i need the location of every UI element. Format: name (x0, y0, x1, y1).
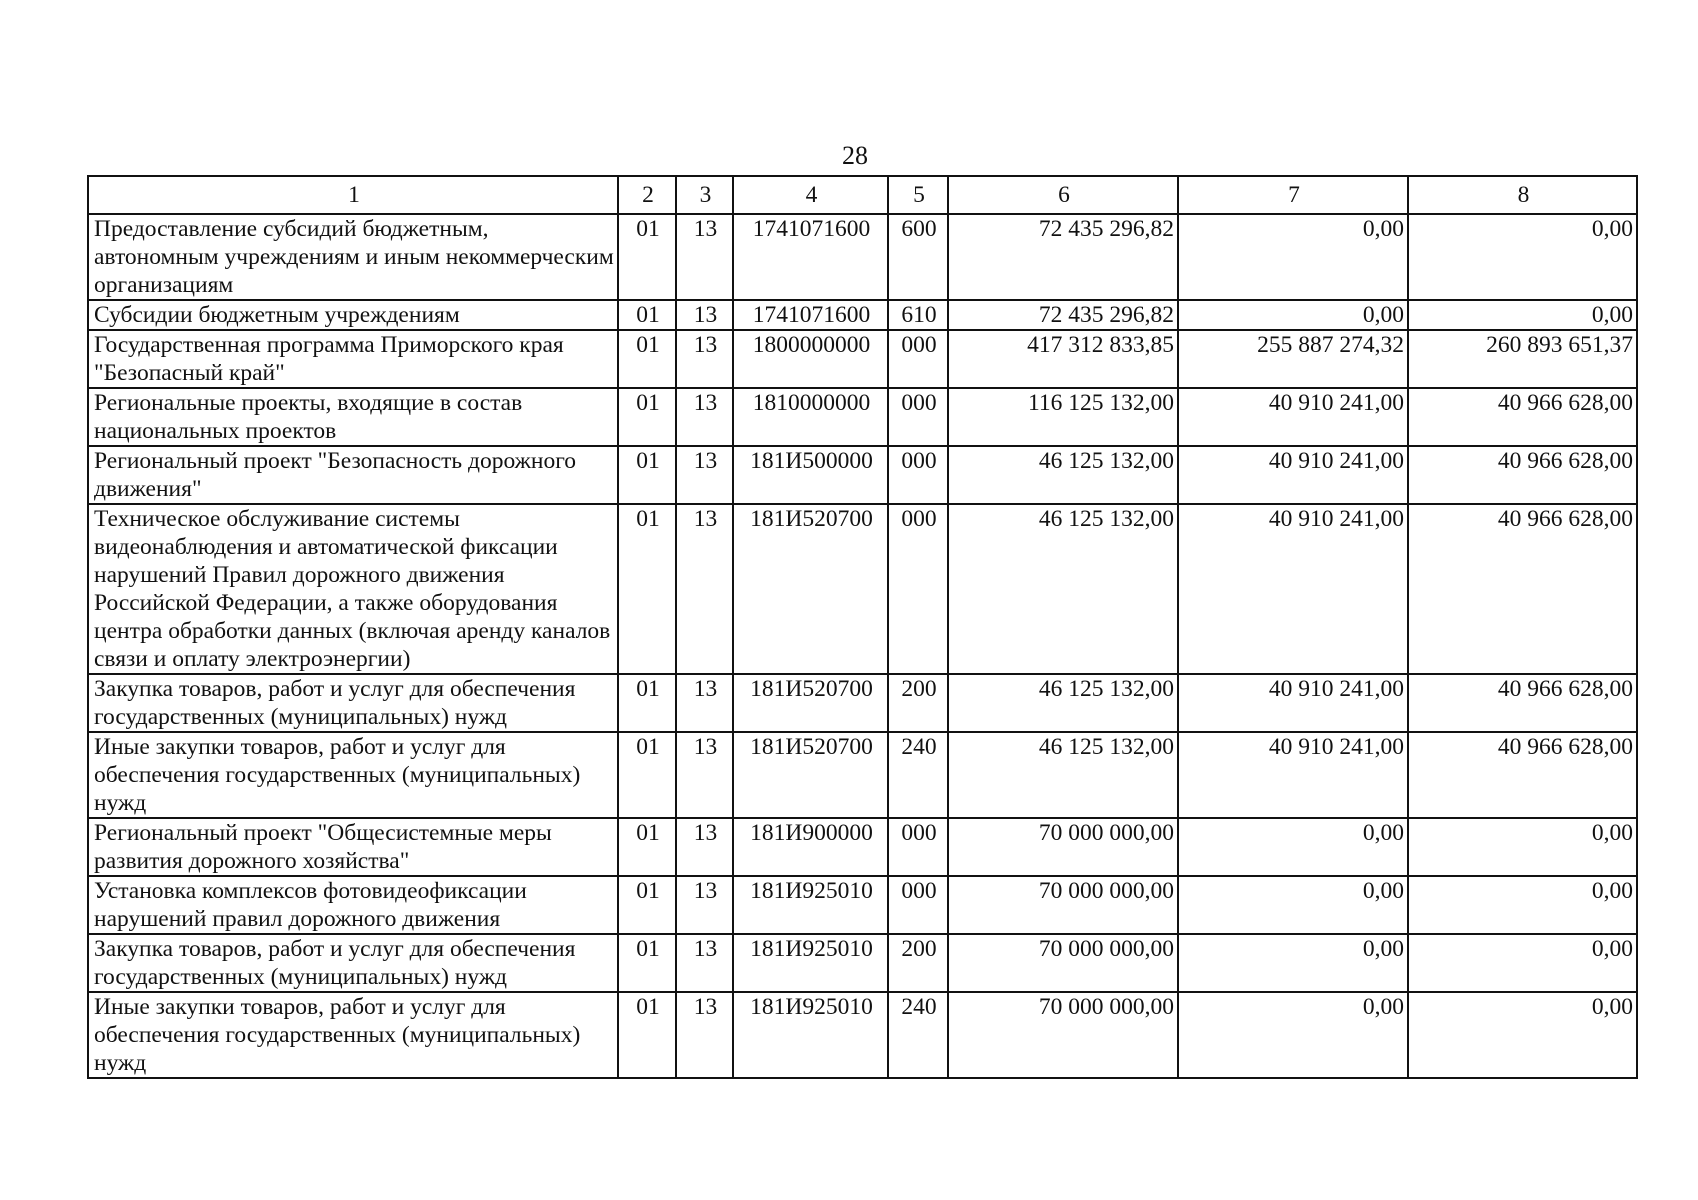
row-amount-col6: 46 125 132,00 (948, 674, 1178, 732)
row-target-article-code: 1741071600 (733, 300, 888, 330)
row-target-article-code: 181И925010 (733, 992, 888, 1078)
row-name: Субсидии бюджетным учреждениям (88, 300, 618, 330)
row-expense-type-code: 000 (888, 818, 948, 876)
row-expense-type-code: 000 (888, 330, 948, 388)
row-target-article-code: 181И925010 (733, 876, 888, 934)
row-amount-col8: 0,00 (1408, 934, 1637, 992)
row-amount-col7: 40 910 241,00 (1178, 388, 1408, 446)
row-name: Закупка товаров, работ и услуг для обеспечения государственных (муниципальных) нужд (88, 674, 618, 732)
table-row (88, 446, 1637, 504)
table-row (88, 214, 1637, 300)
row-amount-col6: 72 435 296,82 (948, 214, 1178, 300)
row-amount-col6: 70 000 000,00 (948, 934, 1178, 992)
row-subsection-code: 13 (676, 818, 733, 876)
row-target-article-code: 1800000000 (733, 330, 888, 388)
page-number: 28 (842, 141, 868, 170)
row-amount-col6: 116 125 132,00 (948, 388, 1178, 446)
row-amount-col8: 0,00 (1408, 818, 1637, 876)
row-amount-col7: 0,00 (1178, 300, 1408, 330)
row-target-article-code: 181И900000 (733, 818, 888, 876)
row-target-article-code: 181И925010 (733, 934, 888, 992)
row-section-code: 01 (618, 934, 676, 992)
row-name: Установка комплексов фотовидеофиксации нарушений правил дорожного движения (88, 876, 618, 934)
row-expense-type-code: 000 (888, 388, 948, 446)
row-section-code: 01 (618, 214, 676, 300)
row-name: Техническое обслуживание системы видеонаблюдения и автоматической фиксации нарушений Правил дорожного движения Российской Федерации, а также оборудования центра обработки данных (включая аренду каналов связи и оплату электроэнергии) (88, 504, 618, 674)
row-target-article-code: 181И500000 (733, 446, 888, 504)
row-expense-type-code: 600 (888, 214, 948, 300)
row-amount-col7: 40 910 241,00 (1178, 446, 1408, 504)
row-section-code: 01 (618, 330, 676, 388)
row-amount-col7: 0,00 (1178, 818, 1408, 876)
row-amount-col7: 40 910 241,00 (1178, 674, 1408, 732)
row-amount-col7: 0,00 (1178, 214, 1408, 300)
row-section-code: 01 (618, 818, 676, 876)
row-section-code: 01 (618, 388, 676, 446)
row-subsection-code: 13 (676, 876, 733, 934)
table-row (88, 674, 1637, 732)
row-subsection-code: 13 (676, 992, 733, 1078)
row-amount-col6: 72 435 296,82 (948, 300, 1178, 330)
row-amount-col8: 40 966 628,00 (1408, 504, 1637, 674)
column-header-1: 1 (88, 176, 618, 214)
row-target-article-code: 1810000000 (733, 388, 888, 446)
column-header-5: 5 (888, 176, 948, 214)
row-name: Региональный проект "Общесистемные меры развития дорожного хозяйства" (88, 818, 618, 876)
row-expense-type-code: 240 (888, 732, 948, 818)
row-amount-col7: 40 910 241,00 (1178, 732, 1408, 818)
row-amount-col8: 0,00 (1408, 992, 1637, 1078)
row-section-code: 01 (618, 504, 676, 674)
column-header-8: 8 (1408, 176, 1637, 214)
row-subsection-code: 13 (676, 330, 733, 388)
row-name: Региональные проекты, входящие в состав национальных проектов (88, 388, 618, 446)
row-amount-col7: 0,00 (1178, 934, 1408, 992)
row-section-code: 01 (618, 674, 676, 732)
row-expense-type-code: 000 (888, 446, 948, 504)
row-amount-col8: 40 966 628,00 (1408, 674, 1637, 732)
table-row (88, 504, 1637, 674)
row-subsection-code: 13 (676, 934, 733, 992)
row-expense-type-code: 200 (888, 934, 948, 992)
table-row (88, 300, 1637, 330)
row-section-code: 01 (618, 992, 676, 1078)
row-target-article-code: 181И520700 (733, 732, 888, 818)
row-amount-col7: 40 910 241,00 (1178, 504, 1408, 674)
table-row (88, 876, 1637, 934)
column-header-7: 7 (1178, 176, 1408, 214)
row-amount-col6: 70 000 000,00 (948, 992, 1178, 1078)
column-header-2: 2 (618, 176, 676, 214)
column-header-3: 3 (676, 176, 733, 214)
row-name: Иные закупки товаров, работ и услуг для обеспечения государственных (муниципальных) нужд (88, 732, 618, 818)
row-amount-col8: 0,00 (1408, 876, 1637, 934)
row-amount-col8: 0,00 (1408, 214, 1637, 300)
table-row (88, 330, 1637, 388)
row-expense-type-code: 000 (888, 876, 948, 934)
row-section-code: 01 (618, 446, 676, 504)
table-row (88, 934, 1637, 992)
table-header-row (88, 176, 1637, 214)
row-target-article-code: 1741071600 (733, 214, 888, 300)
row-expense-type-code: 200 (888, 674, 948, 732)
row-amount-col6: 46 125 132,00 (948, 446, 1178, 504)
row-target-article-code: 181И520700 (733, 504, 888, 674)
row-subsection-code: 13 (676, 300, 733, 330)
row-amount-col8: 40 966 628,00 (1408, 732, 1637, 818)
row-amount-col6: 46 125 132,00 (948, 504, 1178, 674)
row-subsection-code: 13 (676, 732, 733, 818)
row-amount-col8: 260 893 651,37 (1408, 330, 1637, 388)
row-section-code: 01 (618, 876, 676, 934)
row-amount-col8: 40 966 628,00 (1408, 446, 1637, 504)
row-amount-col8: 40 966 628,00 (1408, 388, 1637, 446)
budget-table (87, 175, 1638, 1079)
row-amount-col6: 70 000 000,00 (948, 818, 1178, 876)
row-name: Государственная программа Приморского края "Безопасный край" (88, 330, 618, 388)
row-section-code: 01 (618, 732, 676, 818)
table-row (88, 388, 1637, 446)
row-target-article-code: 181И520700 (733, 674, 888, 732)
row-amount-col7: 255 887 274,32 (1178, 330, 1408, 388)
row-name: Предоставление субсидий бюджетным, автономным учреждениям и иным некоммерческим организациям (88, 214, 618, 300)
row-section-code: 01 (618, 300, 676, 330)
table-row (88, 818, 1637, 876)
row-expense-type-code: 240 (888, 992, 948, 1078)
table-row (88, 992, 1637, 1078)
column-header-4: 4 (733, 176, 888, 214)
row-amount-col8: 0,00 (1408, 300, 1637, 330)
row-name: Региональный проект "Безопасность дорожного движения" (88, 446, 618, 504)
row-subsection-code: 13 (676, 674, 733, 732)
row-name: Закупка товаров, работ и услуг для обеспечения государственных (муниципальных) нужд (88, 934, 618, 992)
row-amount-col7: 0,00 (1178, 992, 1408, 1078)
row-amount-col6: 70 000 000,00 (948, 876, 1178, 934)
row-name: Иные закупки товаров, работ и услуг для обеспечения государственных (муниципальных) нужд (88, 992, 618, 1078)
row-subsection-code: 13 (676, 214, 733, 300)
row-amount-col6: 417 312 833,85 (948, 330, 1178, 388)
row-expense-type-code: 610 (888, 300, 948, 330)
row-amount-col6: 46 125 132,00 (948, 732, 1178, 818)
row-subsection-code: 13 (676, 388, 733, 446)
row-amount-col7: 0,00 (1178, 876, 1408, 934)
row-subsection-code: 13 (676, 446, 733, 504)
row-expense-type-code: 000 (888, 504, 948, 674)
column-header-6: 6 (948, 176, 1178, 214)
table-row (88, 732, 1637, 818)
row-subsection-code: 13 (676, 504, 733, 674)
